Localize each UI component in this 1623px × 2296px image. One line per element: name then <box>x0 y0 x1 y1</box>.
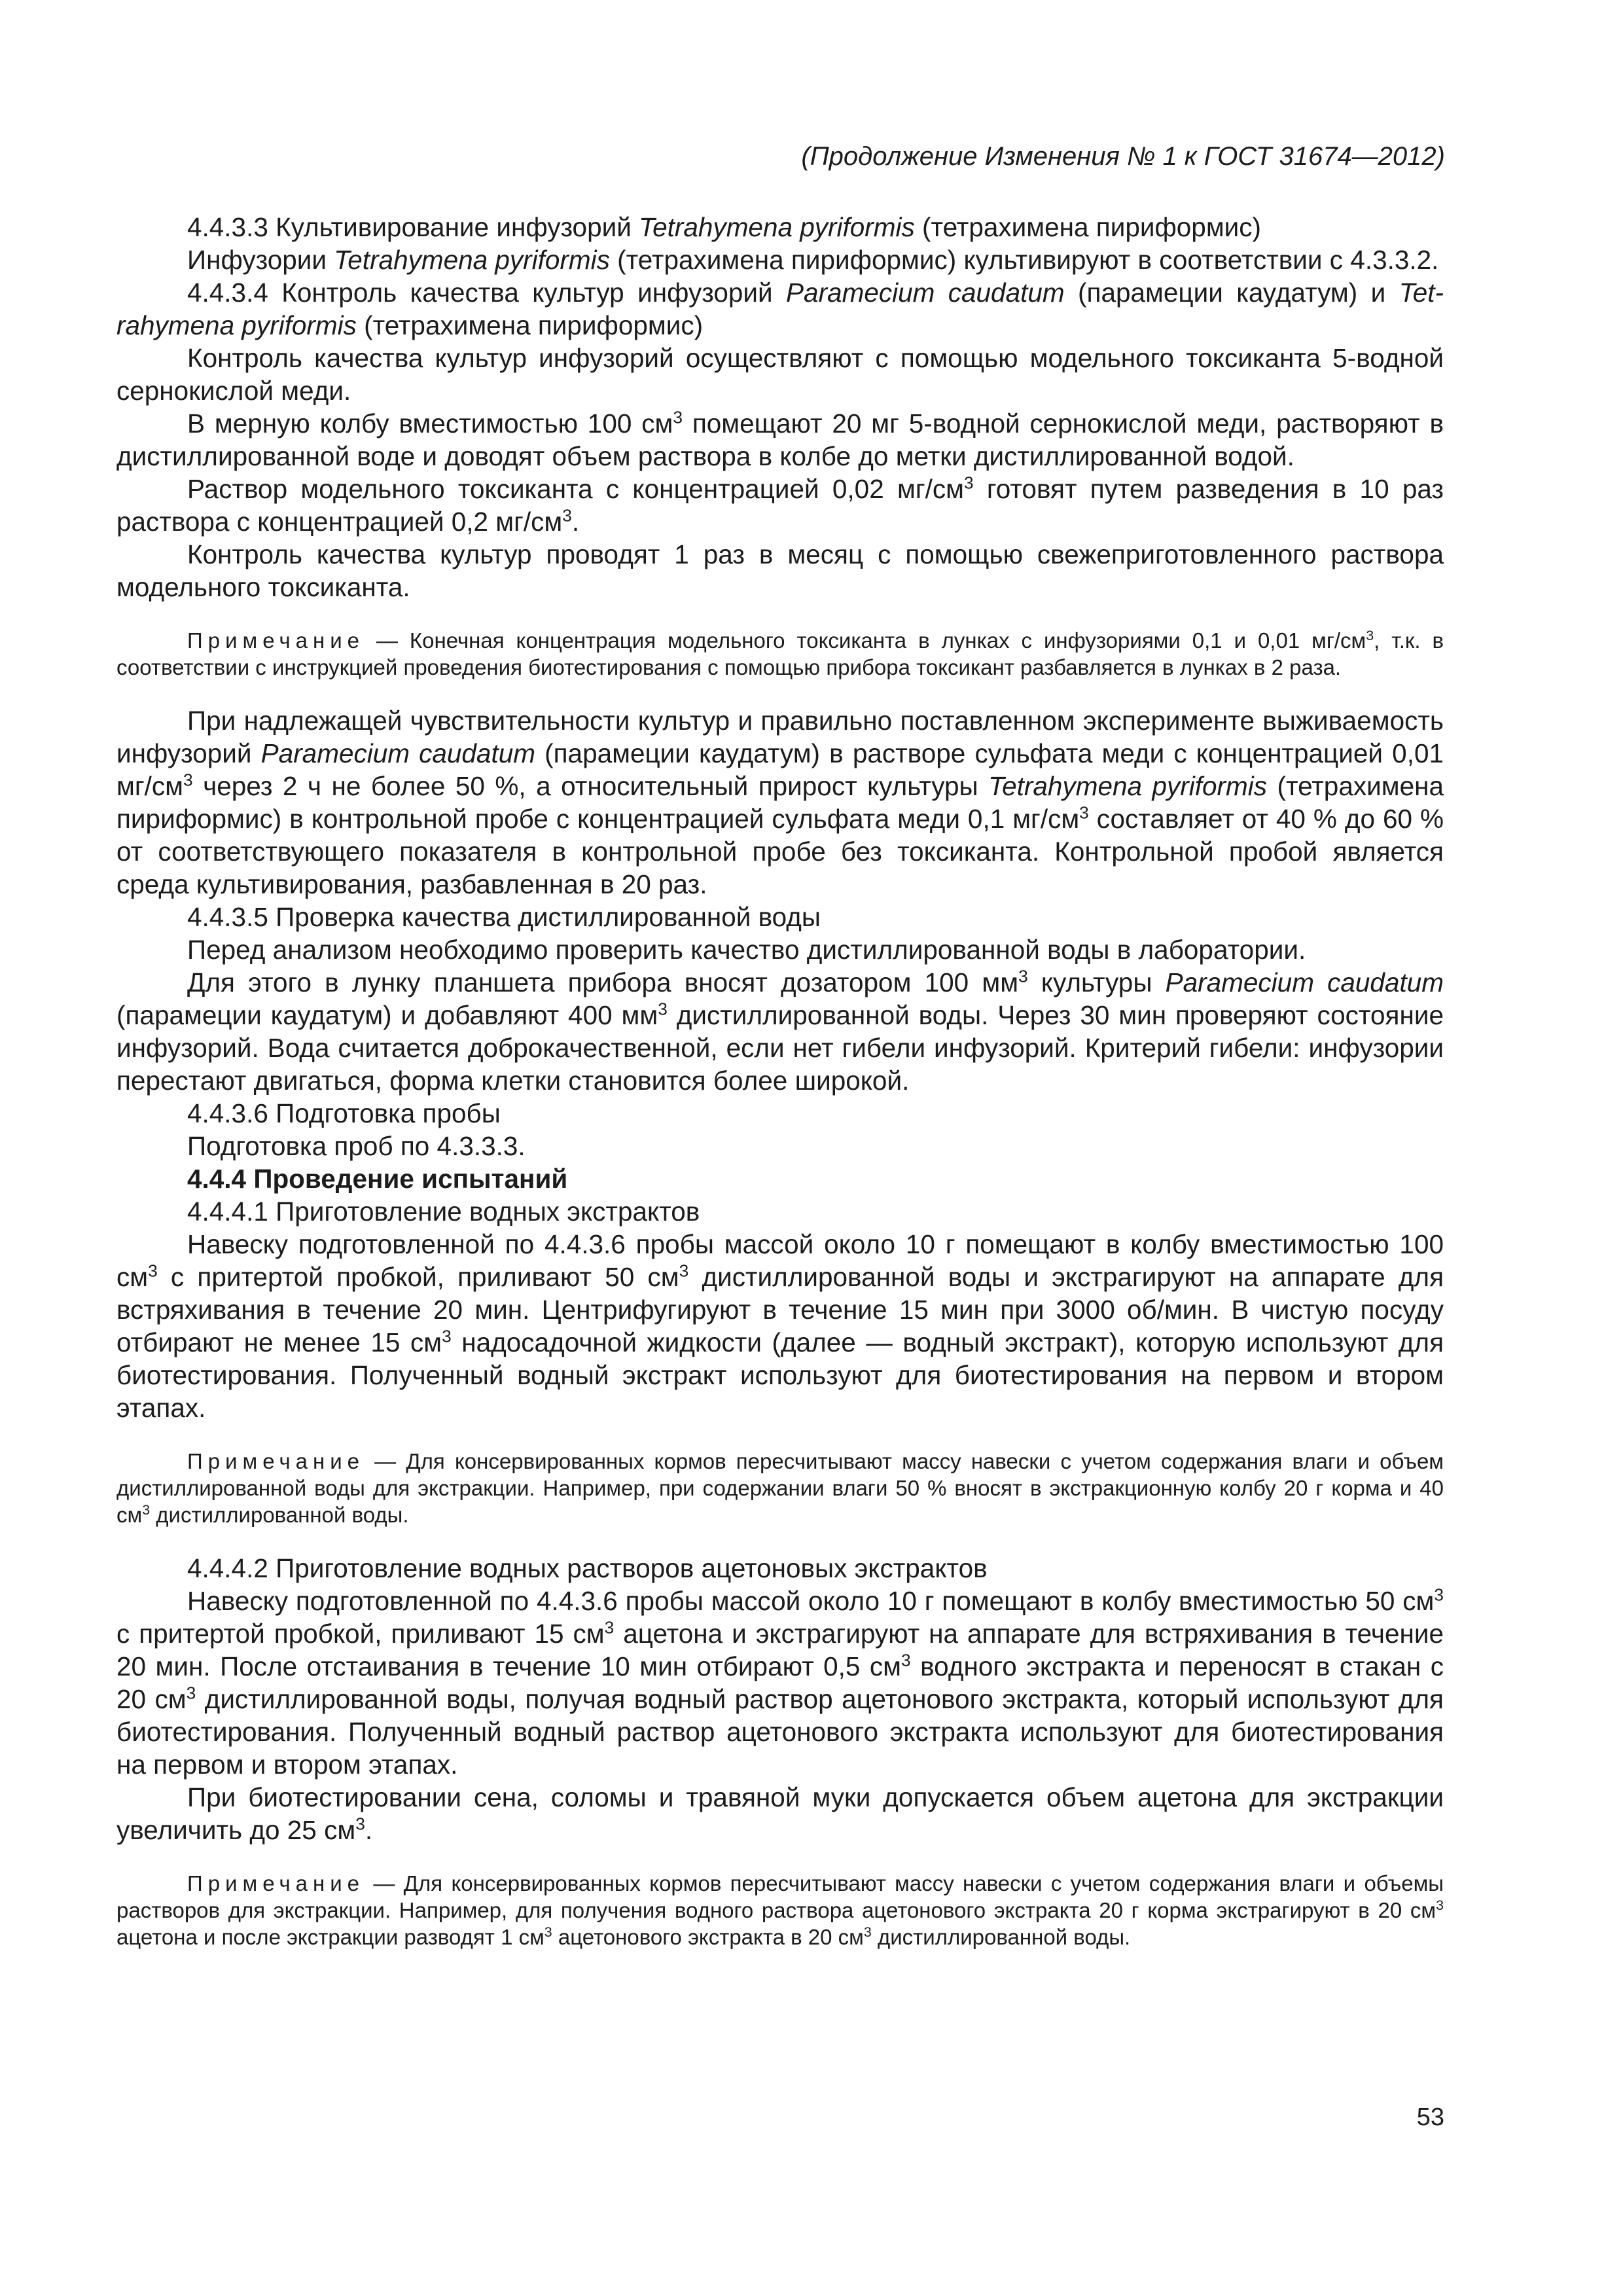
note-label: Примечание <box>187 1449 365 1473</box>
note: Примечание — Для консервированных кормов пересчитывают массу навески с учетом содержания влаги и объем дистиллированной воды для экстракции. Например, при содержании влаги 50 % вносят в экстракционную колбу 20 г корма и 40 $см^3$ дистиллированной воды. <box>116 1449 1444 1527</box>
paragraph: Инфузории Tetrahymena pyriformis (тетрахимена пириформис) культивируют в соответствии с 4.3.3.2. <box>187 245 1439 275</box>
subsection-heading-4-4-3-6: 4.4.3.6 Подготовка пробы <box>187 1098 501 1128</box>
paragraph: Раствор модельного токсиканта с концентрацией 0,02 $мг/см^3$ готовят путем разведения в 10 раз раствора с концентрацией 0,2 $мг/см^3$. <box>116 473 1444 537</box>
paragraph: При биотестировании сена, соломы и травяной муки допускается объем ацетона для экстракции увеличить до 25 $см^3$. <box>116 1782 1444 1845</box>
section-heading-4-4-4: 4.4.4 Проведение испытаний <box>187 1164 568 1194</box>
species-name: Tetrahymena pyriformis <box>988 771 1268 801</box>
paragraph: Навеску подготовленной по 4.4.3.6 пробы массой около 10 г помещают в колбу вместимостью 50 $см^3$ с притертой пробкой, приливают 15 $см^3$ ацетона и экстрагируют на аппарате для встряхивания в течение 20 мин. После отстаивания в течение 10 мин отбирают 0,5 $см^3$ водного экстракта и переносят в стакан с 20 $см^3$ дистиллированной воды, получая водный раствор ацетонового экстракта, который используют для биотестирования. Полученный водный раствор ацетонового экстракта используют для биотестирования на первом и втором этапах. <box>116 1585 1444 1780</box>
species-name: Tetrahymena pyriformis <box>639 212 915 242</box>
paragraph: Контроль качества культур инфузорий осуществляют с помощью модельного токсиканта 5-водной сернокислой меди. <box>116 343 1444 406</box>
species-name: Paramecium caudatum <box>1165 967 1444 997</box>
paragraph: Навеску подготовленной по 4.4.3.6 пробы массой около 10 г помещают в колбу вместимостью 100 $см^3$ с притертой пробкой, приливают 50 $см^3$ дистиллированной воды и экстрагируют на аппарате для встряхивания в течение 20 мин. Центрифугируют в течение 15 мин при 3000 об/мин. В чистую посуду отбирают не менее 15 $см^3$ надосадочной жидкости (далее — водный экстракт), которую используют для биотестирования. Полученный водный экстракт используют для биотестирования на первом и втором этапах. <box>116 1229 1444 1423</box>
note: Примечание — Для консервированных кормов пересчитывают массу навески с учетом содержания влаги и объемы растворов для экстракции. Например, для получения водного раствора ацетонового экстракта 20 г корма экстрагируют в 20 $см^3$ ацетона и после экстракции разводят 1 $см^3$ ацетонового экстракта в 20 $см^3$ дистиллированной воды. <box>116 1871 1444 1949</box>
species-name: Paramecium caudatum <box>786 278 1065 308</box>
species-name: Tetrahymena pyriformis <box>334 245 610 275</box>
subsection-heading-4-4-3-3: 4.4.3.3 Культивирование инфузорий Tetrahymena pyriformis (тетрахимена пириформис) <box>187 212 1262 242</box>
note-label: Примечание <box>187 628 365 653</box>
paragraph: Для этого в лунку планшета прибора вносят дозатором 100 $мм^3$ культуры Paramecium caudatum (парамеции каудатум) и добавляют 400 $мм^3$ дистиллированной воды. Через 30 мин проверяют состояние инфузорий. Вода считается доброкачественной, если нет гибели инфузорий. Критерий гибели: инфузории перестают двигаться, форма клетки становится более широкой. <box>116 966 1444 1096</box>
species-name: Tetrahymena pyriformis <box>116 278 1444 340</box>
page-header: (Продолжение Изменения № 1 к ГОСТ 31674—2012) <box>801 142 1445 171</box>
paragraph: В мерную колбу вместимостью 100 $см^3$ помещают 20 мг 5-водной сернокислой меди, растворяют в дистиллированной воде и доводят объем раствора в колбе до метки дистиллированной водой. <box>116 407 1444 471</box>
document-body <box>116 211 1444 1950</box>
subsection-heading-4-4-4-1: 4.4.4.1 Приготовление водных экстрактов <box>187 1196 700 1227</box>
subsection-heading-4-4-3-5: 4.4.3.5 Проверка качества дистиллированной воды <box>187 902 821 932</box>
note: Примечание — Конечная концентрация модельного токсиканта в лунках с инфузориями 0,1 и 0,01 $мг/см^3$, т.к. в соответствии с инструкцией проведения биотестирования с помощью прибора токсикант разбавляется в лунках в 2 раза. <box>116 628 1444 679</box>
paragraph: Подготовка проб по 4.3.3.3. <box>187 1131 526 1161</box>
paragraph: Перед анализом необходимо проверить качество дистиллированной воды в лаборатории. <box>187 935 1306 965</box>
species-name: Paramecium caudatum <box>260 738 535 768</box>
paragraph: Контроль качества культур проводят 1 раз в месяц с помощью свежеприготовленного раствора модельного токсиканта. <box>116 539 1444 602</box>
subsection-heading-4-4-3-4: 4.4.3.4 Контроль качества культур инфузорий Paramecium caudatum (парамеции каудатум) и Tetrahymena pyriformis (тетрахимена пириформис) <box>116 278 1444 340</box>
note-label: Примечание <box>187 1871 365 1895</box>
subsection-heading-4-4-4-2: 4.4.4.2 Приготовление водных растворов ацетоновых экстрактов <box>187 1553 988 1583</box>
page-number: 53 <box>1416 2104 1444 2131</box>
paragraph: При надлежащей чувствительности культур и правильно поставленном эксперименте выживаемость инфузорий Paramecium caudatum (парамеции каудатум) в растворе сульфата меди с концентрацией 0,01 $мг/см^3$ через 2 ч не более 50 %, а относительный прирост культуры Tetrahymena pyriformis (тетрахимена пириформис) в контрольной пробе с концентрацией сульфата меди 0,1 $мг/см^3$ составляет от 40 % до 60 % от соответствующего показателя в контрольной пробе без токсиканта. Контрольной пробой является среда культивирования, разбавленная в 20 раз. <box>116 706 1444 899</box>
